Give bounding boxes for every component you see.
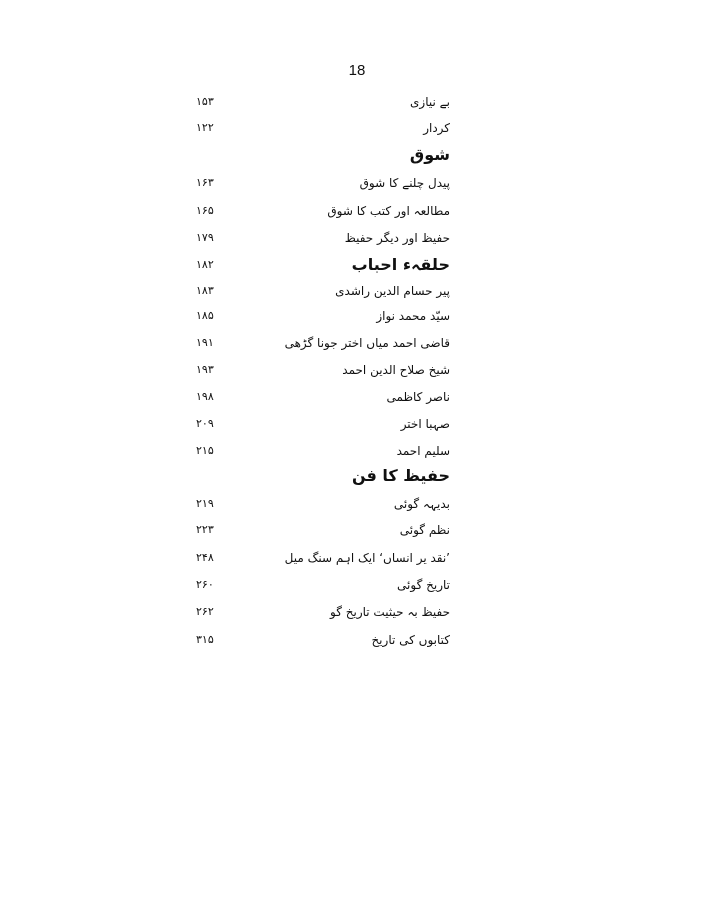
entry-page-number: ۱۹۸ <box>196 390 214 403</box>
entry-page-number: ۱۹۱ <box>196 336 214 349</box>
entry-title: کتابوں کی تاریخ <box>371 633 450 647</box>
section-heading: حفیظ کا فن <box>351 466 450 485</box>
entry-page-number: ۱۲۲ <box>196 121 214 134</box>
toc-entry <box>0 602 714 632</box>
entry-title: حفیظ بہ حیثیت تاریخ گو <box>330 605 450 619</box>
entry-title: شیخ صلاح الدین احمد <box>342 363 450 377</box>
entry-title: بدیہہ گوئی <box>393 497 450 511</box>
toc-entry <box>0 630 714 660</box>
entry-title: قاضی احمد میاں اختر جونا گڑھی <box>284 336 450 350</box>
entry-title: نظم گوئی <box>399 523 450 537</box>
entry-title: حفیظ اور دیگر حفیظ <box>344 231 450 245</box>
toc-entry <box>0 414 714 444</box>
toc-entry <box>0 333 714 363</box>
toc-entry <box>0 201 714 231</box>
entry-page-number: ۱۸۲ <box>196 258 214 271</box>
section-heading-row <box>0 466 714 496</box>
section-heading: حلقہء احباب <box>351 255 450 274</box>
entry-page-number: ۱۷۹ <box>196 231 214 244</box>
entry-page-number: ۱۵۳ <box>196 95 214 108</box>
entry-title: مطالعہ اور کتب کا شوق <box>327 204 450 218</box>
toc-entry <box>0 387 714 417</box>
toc-entry <box>0 360 714 390</box>
entry-page-number: ۱۸۵ <box>196 309 214 322</box>
entry-page-number: ۲۶۲ <box>196 605 214 618</box>
entry-page-number: ۱۶۵ <box>196 204 214 217</box>
entry-title: بے نیازی <box>410 95 450 109</box>
section-heading: شوق <box>409 145 450 164</box>
toc-entry <box>0 173 714 203</box>
entry-title: ناصر کاظمی <box>386 390 450 404</box>
entry-page-number: ۳۱۵ <box>196 633 214 646</box>
entry-page-number: ۲۱۵ <box>196 444 214 457</box>
toc-entry <box>0 118 714 148</box>
toc-entry <box>0 306 714 336</box>
entry-page-number: ۲۰۹ <box>196 417 214 430</box>
entry-title: تاریخ گوئی <box>397 578 450 592</box>
entry-page-number: ۲۴۸ <box>196 551 214 564</box>
section-heading-row <box>0 145 714 175</box>
toc-entry <box>0 520 714 550</box>
entry-title: سلیم احمد <box>396 444 450 458</box>
entry-page-number: ۱۶۳ <box>196 176 214 189</box>
page-number: 18 <box>348 62 366 79</box>
entry-title: ’نقد یر انساں‘ ایک اہم سنگ میل <box>284 551 450 565</box>
entry-page-number: ۱۸۳ <box>196 284 214 297</box>
entry-page-number: ۲۱۹ <box>196 497 214 510</box>
entry-title: پیدل چلنے کا شوق <box>359 176 450 190</box>
entry-page-number: ۲۶۰ <box>196 578 214 591</box>
toc-entry <box>0 548 714 578</box>
toc-entry <box>0 228 714 258</box>
entry-title: صہبا اختر <box>400 417 450 431</box>
toc-entry <box>0 575 714 605</box>
entry-page-number: ۱۹۳ <box>196 363 214 376</box>
entry-title: کردار <box>423 121 450 135</box>
entry-page-number: ۲۲۳ <box>196 523 214 536</box>
entry-title: سیّد محمد نواز <box>376 309 450 323</box>
entry-title: پیر حسام الدین راشدی <box>335 284 450 298</box>
